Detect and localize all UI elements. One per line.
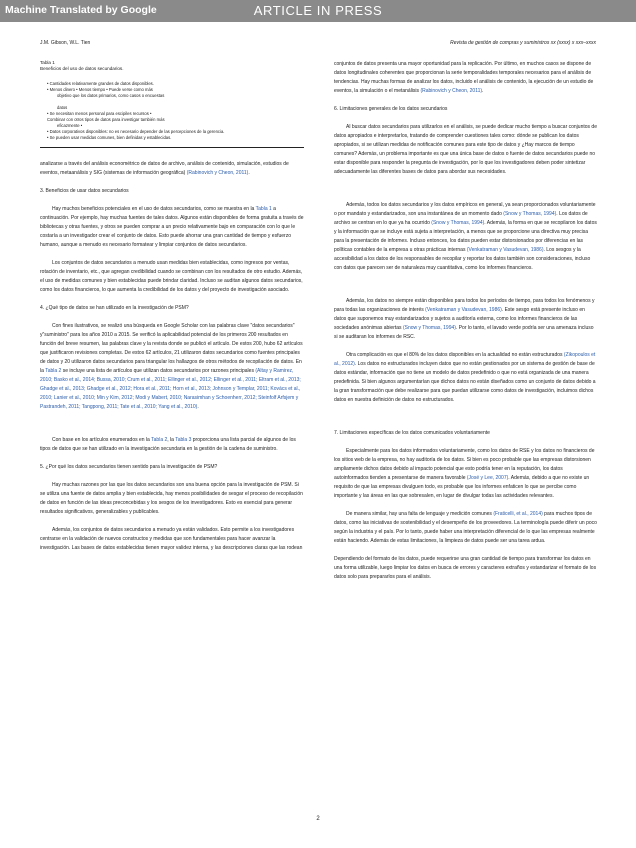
paragraph-section-6-2: Además, todos los datos secundarios y los datos empíricos en general, ya sean proporcionados voluntariamente o por mandato y estandarizados, son una instantánea de un momento dado (Snow y Thomas, 1994). Los datos de archivo se centran en lo que ya ha ocurrido (Snow y Thomas, 1994). Además, la forma en que se recopilaron los datos y la información que se incluye está sujeta a interpretación, a menos que se proporcione una directiva muy precisa para la presentación de informes. Incluso entonces, los datos pueden estar distorsionados por diferencias en las políticas contables de la empresa u otras prácticas internas (Venkatraman y Vasudevan, 1986). Los sesgos y la accesibilidad a los datos de los responsables de recopilar y reportar los datos también son consideraciones, incluso con datos que parecen ser de naturaleza muy cuantitativa, como los informes financieros. [334, 202, 597, 271]
table-2-link[interactable]: Tabla 2 [151, 437, 168, 443]
table-row: • Datos corporativos disponibles: no es necesario depender de las percepciones de la gerencia. [47, 129, 225, 134]
section-3-heading: 3. Beneficios de usar datos secundarios [40, 188, 129, 194]
citation-link[interactable]: (José y Lee, 2007) [466, 475, 509, 481]
table-row: datos [57, 105, 68, 110]
paragraph-section-6-1: Al buscar datos secundarios para utilizarlos en el análisis, se puede dedicar mucho tiempo a buscar conjuntos de datos apropiados e interpretarlos, tratando de comprender cuestiones tales como: dónde se publican los datos apropiados, si se utilizan medidas de notificación comunes para este tipo de datos y ¿Hay marcos de tiempo comunes? Además, un problema importante es que una única base de datos o fuente de datos secundarios puede no estar disponible para responder la pregunta de investigación, por lo que los investigadores deben poder sintetizar adecuadamente las diferentes bases de datos para abordar sus necesidades. [334, 124, 597, 175]
table-1-link[interactable]: Tabla 1 [255, 206, 272, 212]
citation-list-link[interactable]: (Altay y Ramirez, 2010; Basko et al., 2014; Bussa, 2010; Crum et al., 2011; Ellinger et al., 2012; Ellinger et al., 2011; Eltram et al., 2013; Ghadge et al., 2013; Ghadge et al., 2012; Hora et al., 2011; Horn et al., 2013; Johnson y Templar, 2011; Kovács et al., 2010; Lanier et al., 2010; Min y Kim, 2012; Modi y Mabert, 2010; Narasimhan y Schoenherr, 2012; Steinfolf Arfsjem y Pastrandeh, 2011; Tangpong, 2011; Tate et al., 2010; Yang et al., 2010) [40, 368, 301, 410]
paragraph-section-6-3: Además, los datos no siempre están disponibles para todos los períodos de tiempo, para todos los fenómenos y para todas las organizaciones de interés (Venkatraman y Vasudevan, 1986). Este sesgo está presente incluso en datos que suponemos muy estandarizados y sujetos a auditoría externa, como los informes financieros de las sociedades anónimas abiertas (Snow y Thomas, 1994). Por lo tanto, el lavado verde podría ser una amenaza incluso si se auditaran los informes de RSC. [334, 298, 595, 340]
citation-link[interactable]: (Rabinovich y Cheon, 2011) [186, 170, 249, 176]
paragraph-section-5-1: Hay muchas razones por las que los datos secundarios son una buena opción para la investigación de PSM. Si se utiliza una fuente de datos amplia y bien establecida, hay menos posibilidades de sesgar el proceso de recopilación de datos en función de las ideas preconcebidas y los sesgos de los investigadores. Esto es esencial para generar resultados significativos, generalizables y publicables. [40, 482, 303, 515]
table-1 [40, 60, 304, 148]
citation-link[interactable]: (Venkatraman y Vasudevan, 1986) [425, 307, 502, 313]
citation-link[interactable]: (Snow y Thomas, 1994) [431, 220, 485, 226]
section-5-heading: 5. ¿Por qué los datos secundarios tienen sentido para la investigación de PSM? [40, 464, 218, 470]
table-3-link[interactable]: Tabla 3 [175, 437, 192, 443]
citation-link[interactable]: (Snow y Thomas, 1994) [402, 325, 456, 331]
paragraph-section-4-2: Con base en los artículos enumerados en la Tabla 2, la Tabla 3 proporciona una lista parcial de algunos de los tipos de datos que se han utilizado en la investigación secundaria en la gestión de la cadena de suministro. [40, 437, 296, 452]
paragraph-intro-continued: analizarse a través del análisis econométrico de datos de archivo, análisis de contenido, simulación, estudios de eventos, metaanálisis y SIG (sistemas de información geográfica) (Rabinovich y Cheon, 2011). [40, 161, 289, 176]
running-header-journal: Revista de gestión de compras y suministros xx (xxxx) x xxx–xxxx [450, 40, 596, 46]
section-6-heading: 6. Limitaciones generales de los datos secundarios [334, 106, 448, 112]
paragraph-section-3-2: Los conjuntos de datos secundarios a menudo usan medidas bien establecidas, como ingresos por ventas, rotación de inventario, etc., que agregan credibilidad cuando se combinan con los resultados de otro estudio. Además, el uso de medidas comunes y bien establecidas puede brindar claridad. Incluso se auditan algunos datos secundarios, como los datos financieros, lo que aumenta la credibilidad de los datos y del proyecto de investigación asociado. [40, 260, 303, 293]
right-column [334, 60, 598, 591]
machine-translation-banner [0, 0, 636, 22]
paragraph-section-7-1: Especialmente para los datos informados voluntariamente, como los datos de RSE y los datos no financieros de los sitios web de la empresa, no hay auditoría de los datos. Si bien es poco probable que las empresas distorsionen ampliamente dichos datos debido al impacto potencial que esto podría tener en la reputación, los datos autoinformados tienden a presentarse de manera favorable (José y Lee, 2007). Además, debido a que no existe un requisito de que las empresas divulguen todo, es probable que los informes enfaticen lo que se percibe como importante y las áreas en las que sobresalen, en lugar de divulgar todas las actividades relevantes. [334, 448, 595, 499]
paragraph-section-6-4: Otra complicación es que el 80% de los datos disponibles en la actualidad no están estructurados (Zikopoulos et al., 2012). Los datos no estructurados incluyen datos que no están gestionados por un sistema de gestión de base de datos estándar, información que no tiene un modelo de datos predefinido o que no está organizada de una manera predefinida. Si bien algunos argumentarían que dichos datos no están diseñados como un conjunto de datos debido a la gran transformación que debe realizarse para que puedan utilizarse como datos de investigación, incluimos dichos datos en nuestra definición de datos no estructurados. [334, 352, 596, 403]
table-row: • Se pueden usar medidas comunes, bien definidas y establecidas. [47, 135, 172, 140]
citation-link[interactable]: (Venkatraman y Vasudevan, 1986) [466, 247, 544, 253]
table-row: objetivo que los datos primarios, como casos o encuestas [57, 93, 165, 98]
table-row: • Cantidades relativamente grandes de datos disponibles. [47, 81, 154, 86]
section-7-heading: 7. Limitaciones específicas de los datos comunicados voluntariamente [334, 430, 490, 436]
citation-link[interactable]: (Snow y Thomas, 1994) [503, 211, 557, 217]
citation-link[interactable]: (Fraticelli, et al., 2014) [493, 511, 543, 517]
article-in-press-watermark: ARTICLE IN PRESS [253, 3, 383, 18]
running-header-authors: J.M. Gibson, W.L. Tien [40, 40, 91, 46]
table-rows [40, 81, 304, 141]
machine-translated-label: Machine Translated by Google [5, 4, 157, 16]
table-title: Tabla 1 Beneficios del uso de datos secundarios. [40, 60, 124, 71]
paragraph-section-7-2: De manera similar, hay una falta de lenguaje y medición comunes (Fraticelli, et al., 2014) para muchos tipos de datos, como las iniciativas de sostenibilidad y el desempeño de los proveedores. La terminología puede diferir un poco según la industria y el país. Por lo tanto, puede haber una interpretación diferencial de lo que las empresas realmente están haciendo. Además de estas limitaciones, la limpieza de datos puede ser una tarea ardua. [334, 511, 597, 544]
table-row: • Menos dinero • Menos tiempo • Puede verse como más [47, 87, 153, 92]
citation-link[interactable]: (Zikopoulos et al., 2012) [334, 352, 596, 367]
citation-link[interactable]: (Rabinovich y Cheon, 2011) [420, 88, 483, 94]
table-2-link[interactable]: Tabla 2 [45, 368, 62, 374]
table-row: eficazmente • [57, 123, 83, 128]
table-row: Combinar con otros tipos de datos para investigar también más [47, 117, 165, 122]
paragraph-section-7-3: Dependiendo del formato de los datos, puede requerirse una gran cantidad de tiempo para transformar los datos en una forma utilizable, luego limpiar los datos en busca de errores y caracteres extraños y estandarizar el formato de los datos solo para prepararlos para el análisis. [334, 556, 597, 580]
section-4-heading: 4. ¿Qué tipo de datos se han utilizado en la investigación de PSM? [40, 305, 189, 311]
paragraph-section-4-1: Con fines ilustrativos, se realizó una búsqueda en Google Scholar con las palabras clave "datos secundarios" y"suministro" para los años 2010 a 2015. Se verificó la aplicabilidad potencial de los primeros 200 resultados en función del breve resumen, las palabras clave y la revista donde se publicó el artículo. De estos 200, hubo 62 artículos que justificaron revisiones completas. De estos 62 artículos, 21 utilizaron datos secundarios como fuentes principales de datos y 20 utilizaron datos secundarios para triangular los hallazgos de otros métodos de recopilación de datos. En la Tabla 2 se incluye una lista de artículos que utilizan datos secundarios por razones principales (Altay y Ramirez, 2010; Basko et al., 2014; Bussa, 2010; Crum et al., 2011; Ellinger et al., 2012; Ellinger et al., 2011; Eltram et al., 2013; Ghadge et al., 2013; Ghadge et al., 2012; Hora et al., 2011; Horn et al., 2013; Johnson y Templar, 2011; Kovács et al., 2010; Lanier et al., 2010; Min y Kim, 2012; Modi y Mabert, 2010; Narasimhan y Schoenherr, 2012; Steinfolf Arfsjem y Pastrandeh, 2011; Tangpong, 2011; Tate et al., 2010; Yang et al., 2010). [40, 323, 303, 410]
table-row: • Se necesitan menos personal para escipiles recursos • [47, 111, 152, 116]
page-number: 2 [316, 816, 320, 822]
paragraph-continued: conjuntos de datos presenta una mayor oportunidad para la replicación. Por último, en muchos casos se dispone de datos longitudinales coherentes que proporcionan la serie temporalidades temporales necesarios para el análisis de tendencias. Hay muchas formas de analizar los datos, incluido el análisis de contenido, la ejecución de un estudio de eventos, la simulación o el metanálisis (Rabinovich y Cheon, 2011). [334, 61, 594, 94]
paragraph-section-3-1: Hay muchos beneficios potenciales en el uso de datos secundarios, como se muestra en la Tabla 1 a continuación. Por ejemplo, hay muchas fuentes de tales datos. Algunos están disponibles de forma gratuita a través de bibliotecas y otras fuentes, y otros se pueden comprar a un precio relativamente bajo en comparación con lo que le costaría a un investigador crear el conjunto de datos. Esto puede ahorrar una gran cantidad de tiempo y esfuerzo humano, aunque a menudo es necesario formatear y limpiar conjuntos de datos secundarios. [40, 206, 304, 248]
left-column [40, 60, 304, 562]
paragraph-section-5-2: Además, los conjuntos de datos secundarios a menudo ya están validados. Esto permite a los investigadores centrarse en la validación de nuevos constructos y medidas que son fundamentales para hacer avanzar la investigación. Las bases de datos establecidas tienen mayor validez interna, y las descripciones claras que las rodean [40, 527, 303, 551]
